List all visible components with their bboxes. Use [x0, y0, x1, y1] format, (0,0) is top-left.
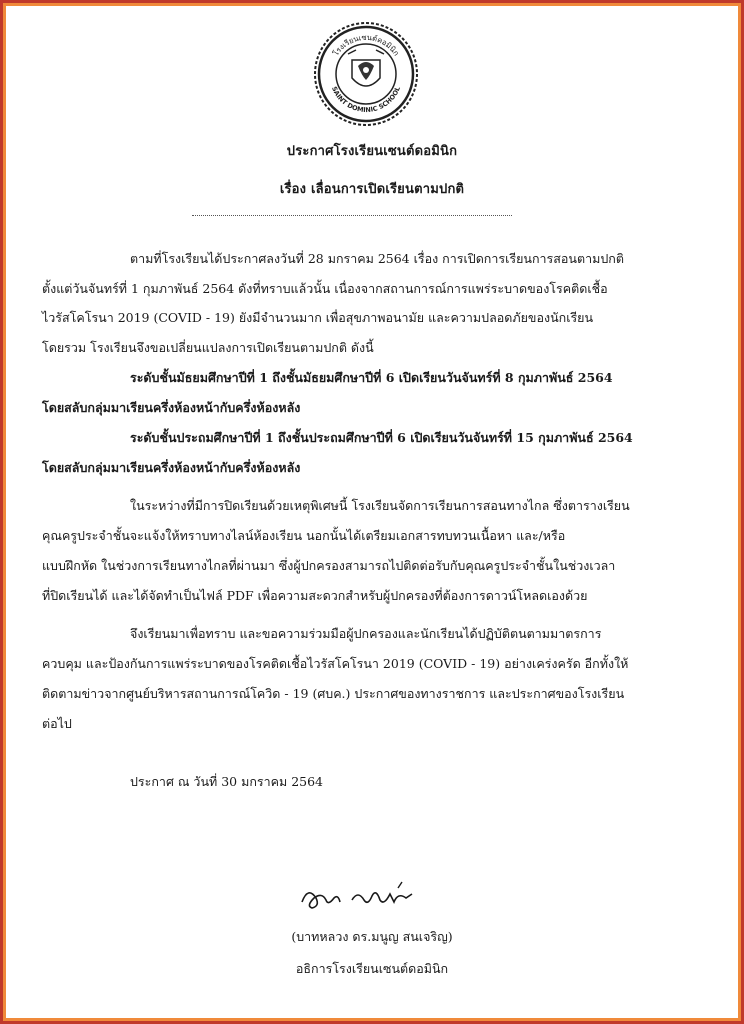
body-line: ตามที่โรงเรียนได้ประกาศลงวันที่ 28 มกราคม 2564 เรื่อง การเปิดการเรียนการสอนตามปกติ — [130, 251, 624, 266]
body-line: แบบฝึกหัด ในช่วงการเรียนทางไกลที่ผ่านมา ซึ่งผู้ปกครองสามารถไปติดต่อรับกับคุณครูประจำชั้นในช่วงเวลา — [42, 558, 616, 573]
body-line: ที่ปิดเรียนได้ และได้จัดทำเป็นไฟล์ PDF เพื่อความสะดวกสำหรับผู้ปกครองที่ต้องการดาวน์โหลดเองด้วย — [42, 588, 588, 603]
secondary-schedule-line: ระดับชั้นมัธยมศึกษาปีที่ 1 ถึงชั้นมัธยมศึกษาปีที่ 6 เปิดเรียนวันจันทร์ที่ 8 กุมภาพันธ์ 2564 — [130, 370, 613, 385]
body-line: ตั้งแต่วันจันทร์ที่ 1 กุมภาพันธ์ 2564 ดังที่ทราบแล้วนั้น เนื่องจากสถานการณ์การแพร่ระบาดของโรคติดเชื้อ — [42, 281, 608, 296]
body-line: ไวรัสโคโรนา 2019 (COVID - 19) ยังมีจำนวนมาก เพื่อสุขภาพอนามัย และความปลอดภัยของนักเรียน — [42, 310, 594, 325]
signer-name: (บาทหลวง ดร.มนูญ สนเจริญ) — [291, 929, 453, 944]
body-line: ควบคุม และป้องกันการแพร่ระบาดของโรคติดเชื้อไวรัสโคโรนา 2019 (COVID - 19) อย่างเคร่งครัด อีกทั้งให้ — [42, 656, 629, 671]
body-line: ติดตามข่าวจากศูนย์บริหารสถานการณ์โควิด - 19 (ศบค.) ประกาศของทางราชการ และประกาศของโรงเรียน — [42, 686, 625, 701]
signature-icon — [294, 876, 444, 916]
body-line: ในระหว่างที่มีการปิดเรียนด้วยเหตุพิเศษนี้ โรงเรียนจัดการเรียนการสอนทางไกล ซึ่งตารางเรียน — [130, 498, 630, 513]
svg-text:SAINT DOMINIC SCHOOL: SAINT DOMINIC SCHOOL — [330, 85, 402, 115]
body-line: โดยรวม โรงเรียนจึงขอเปลี่ยนแปลงการเปิดเรียนตามปกติ ดังนี้ — [42, 340, 374, 355]
announcement-subject: เรื่อง เลื่อนการเปิดเรียนตามปกติ — [279, 182, 465, 197]
primary-schedule-line: ระดับชั้นประถมศึกษาปีที่ 1 ถึงชั้นประถมศึกษาปีที่ 6 เปิดเรียนวันจันทร์ที่ 15 กุมภาพันธ์ 2564 — [130, 430, 633, 445]
body-line: คุณครูประจำชั้นจะแจ้งให้ทราบทางไลน์ห้องเรียน นอกนั้นได้เตรียมเอกสารทบทวนเนื้อหา และ/หรือ — [42, 528, 566, 543]
school-seal-icon — [312, 20, 420, 128]
primary-schedule-line: โดยสลับกลุ่มมาเรียนครึ่งห้องหน้ากับครึ่งห้องหลัง — [42, 460, 301, 475]
secondary-schedule-line: โดยสลับกลุ่มมาเรียนครึ่งห้องหน้ากับครึ่งห้องหลัง — [42, 400, 301, 415]
announcement-title: ประกาศโรงเรียนเซนต์ดอมินิก — [286, 144, 458, 159]
svg-text:โรงเรียนเซนต์คอมินิก: โรงเรียนเซนต์คอมินิก — [331, 32, 401, 58]
announcement-date: ประกาศ ณ วันที่ 30 มกราคม 2564 — [130, 774, 324, 789]
body-line: จึงเรียนมาเพื่อทราบ และขอความร่วมมือผู้ปกครองและนักเรียนได้ปฏิบัติตนตามมาตรการ — [130, 626, 602, 641]
announcement-page — [12, 8, 732, 1016]
body-line: ต่อไป — [42, 716, 72, 731]
dotted-divider — [192, 215, 512, 216]
signer-position: อธิการโรงเรียนเซนต์ดอมินิก — [295, 961, 449, 976]
